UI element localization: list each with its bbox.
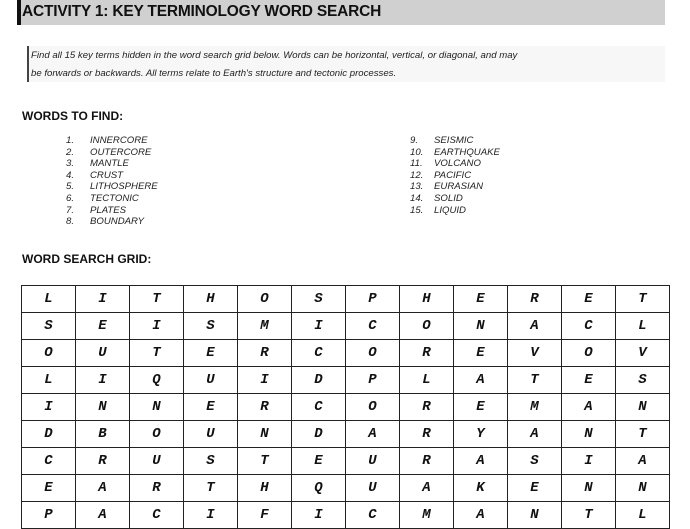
- word-number: 1.: [66, 135, 75, 146]
- grid-cell[interactable]: E: [454, 340, 508, 367]
- grid-cell[interactable]: U: [184, 421, 238, 448]
- grid-cell[interactable]: R: [400, 421, 454, 448]
- grid-cell[interactable]: L: [22, 367, 76, 394]
- grid-cell[interactable]: D: [292, 421, 346, 448]
- word-number: 10.: [410, 146, 424, 158]
- grid-cell[interactable]: I: [76, 286, 130, 313]
- grid-cell[interactable]: K: [454, 475, 508, 502]
- grid-cell[interactable]: U: [76, 340, 130, 367]
- word-item: [410, 158, 610, 170]
- grid-row: [22, 286, 670, 313]
- grid-cell[interactable]: N: [616, 394, 670, 421]
- grid-cell[interactable]: L: [400, 367, 454, 394]
- word-term: PLATES: [90, 204, 127, 216]
- grid-cell[interactable]: O: [130, 421, 184, 448]
- grid-cell[interactable]: I: [184, 502, 238, 529]
- word-number: 11.: [410, 158, 423, 170]
- grid-cell[interactable]: E: [76, 313, 130, 340]
- word-number: 13.: [410, 181, 424, 193]
- grid-cell[interactable]: B: [76, 421, 130, 448]
- grid-cell[interactable]: L: [616, 502, 670, 529]
- word-number: 8.: [66, 216, 75, 228]
- word-term: SOLID: [434, 192, 463, 204]
- word-term: PACIFIC: [434, 169, 472, 181]
- word-number: 12.: [410, 169, 424, 181]
- grid-row: [22, 340, 670, 367]
- word-term: EARTHQUAKE: [434, 146, 500, 158]
- grid-row: [22, 394, 670, 421]
- grid-cell[interactable]: C: [346, 313, 400, 340]
- word-number: 3.: [66, 158, 75, 170]
- grid-cell[interactable]: U: [184, 367, 238, 394]
- grid-cell[interactable]: T: [562, 502, 616, 529]
- activity-title: ACTIVITY 1: KEY TERMINOLOGY WORD SEARCH: [22, 3, 382, 20]
- grid-cell[interactable]: S: [616, 367, 670, 394]
- grid-cell[interactable]: U: [130, 448, 184, 475]
- grid-cell[interactable]: H: [238, 475, 292, 502]
- grid-cell[interactable]: I: [292, 313, 346, 340]
- grid-cell[interactable]: M: [400, 502, 454, 529]
- grid-cell[interactable]: T: [130, 340, 184, 367]
- grid-cell[interactable]: N: [616, 475, 670, 502]
- grid-cell[interactable]: R: [238, 394, 292, 421]
- grid-cell[interactable]: O: [562, 340, 616, 367]
- word-term: VOLCANO: [434, 158, 481, 170]
- word-item: [66, 170, 266, 182]
- grid-cell[interactable]: Y: [454, 421, 508, 448]
- grid-row: [22, 475, 670, 502]
- grid-cell[interactable]: R: [400, 394, 454, 421]
- grid-cell[interactable]: V: [508, 340, 562, 367]
- word-term: LITHOSPHERE: [90, 181, 158, 193]
- grid-cell[interactable]: E: [184, 394, 238, 421]
- grid-cell[interactable]: L: [22, 286, 76, 313]
- grid-cell[interactable]: A: [76, 475, 130, 502]
- word-search-grid: [21, 285, 670, 529]
- grid-cell[interactable]: R: [400, 448, 454, 475]
- words-heading: WORDS TO FIND:: [22, 109, 124, 123]
- grid-cell[interactable]: P: [22, 502, 76, 529]
- grid-cell[interactable]: D: [292, 367, 346, 394]
- word-item: [66, 216, 266, 228]
- grid-cell[interactable]: T: [616, 286, 670, 313]
- grid-row: [22, 502, 670, 529]
- grid-row: [22, 367, 670, 394]
- grid-cell[interactable]: I: [130, 313, 184, 340]
- grid-cell[interactable]: T: [616, 421, 670, 448]
- grid-cell[interactable]: S: [292, 286, 346, 313]
- word-item: [66, 135, 266, 147]
- word-term: OUTERCORE: [90, 146, 152, 158]
- grid-row: [22, 448, 670, 475]
- grid-cell[interactable]: N: [508, 502, 562, 529]
- grid-cell[interactable]: I: [292, 502, 346, 529]
- grid-cell[interactable]: N: [562, 475, 616, 502]
- grid-cell[interactable]: O: [238, 286, 292, 313]
- word-item: [410, 193, 610, 205]
- word-item: [66, 147, 266, 159]
- grid-cell[interactable]: P: [346, 286, 400, 313]
- grid-heading: WORD SEARCH GRID:: [22, 252, 152, 266]
- grid-cell[interactable]: N: [76, 394, 130, 421]
- grid-row: [22, 421, 670, 448]
- grid-cell[interactable]: E: [508, 475, 562, 502]
- grid-cell[interactable]: R: [400, 340, 454, 367]
- grid-cell[interactable]: N: [562, 421, 616, 448]
- grid-cell[interactable]: A: [346, 421, 400, 448]
- grid-cell[interactable]: R: [76, 448, 130, 475]
- grid-cell[interactable]: H: [184, 286, 238, 313]
- word-number: 9.: [410, 135, 419, 146]
- grid-cell[interactable]: A: [76, 502, 130, 529]
- grid-cell[interactable]: A: [508, 421, 562, 448]
- grid-cell[interactable]: Q: [130, 367, 184, 394]
- grid-cell[interactable]: I: [238, 367, 292, 394]
- grid-cell[interactable]: E: [22, 475, 76, 502]
- grid-cell[interactable]: S: [184, 448, 238, 475]
- word-term: SEISMIC: [434, 135, 474, 146]
- grid-cell[interactable]: S: [184, 313, 238, 340]
- word-number: 7.: [66, 204, 75, 216]
- word-item: [66, 181, 266, 193]
- grid-cell[interactable]: E: [184, 340, 238, 367]
- grid-cell[interactable]: T: [238, 448, 292, 475]
- grid-cell[interactable]: E: [562, 367, 616, 394]
- grid-cell[interactable]: O: [346, 340, 400, 367]
- word-item: [66, 158, 266, 170]
- grid-cell[interactable]: R: [508, 286, 562, 313]
- word-term: CRUST: [90, 169, 124, 181]
- word-number: 4.: [66, 169, 75, 181]
- grid-cell[interactable]: S: [22, 313, 76, 340]
- grid-cell[interactable]: O: [346, 394, 400, 421]
- word-number: 14.: [410, 192, 424, 204]
- grid-cell[interactable]: A: [562, 394, 616, 421]
- grid-cell[interactable]: N: [454, 313, 508, 340]
- grid-cell[interactable]: C: [130, 502, 184, 529]
- word-number: 5.: [66, 181, 75, 193]
- grid-cell[interactable]: A: [616, 448, 670, 475]
- word-item: [410, 181, 610, 193]
- grid-cell[interactable]: H: [400, 286, 454, 313]
- word-list-right: [410, 135, 610, 216]
- word-term: LIQUID: [434, 204, 466, 216]
- grid-cell[interactable]: N: [238, 421, 292, 448]
- grid-cell[interactable]: S: [508, 448, 562, 475]
- grid-cell[interactable]: A: [454, 367, 508, 394]
- word-item: [66, 193, 266, 205]
- grid-cell[interactable]: D: [22, 421, 76, 448]
- grid-cell[interactable]: C: [22, 448, 76, 475]
- grid-cell[interactable]: A: [454, 448, 508, 475]
- grid-cell[interactable]: E: [454, 394, 508, 421]
- word-item: [410, 135, 610, 147]
- grid-cell[interactable]: A: [454, 502, 508, 529]
- word-term: TECTONIC: [90, 192, 139, 204]
- word-item: [410, 205, 610, 217]
- grid-cell[interactable]: U: [346, 448, 400, 475]
- grid-cell[interactable]: F: [238, 502, 292, 529]
- grid-cell[interactable]: P: [346, 367, 400, 394]
- word-term: EURASIAN: [434, 181, 484, 193]
- grid-cell[interactable]: T: [130, 286, 184, 313]
- grid-cell[interactable]: M: [508, 394, 562, 421]
- grid-cell[interactable]: I: [22, 394, 76, 421]
- grid-cell[interactable]: L: [616, 313, 670, 340]
- word-number: 2.: [66, 146, 75, 158]
- grid-row: [22, 313, 670, 340]
- word-number: 15.: [410, 204, 424, 216]
- grid-cell[interactable]: E: [562, 286, 616, 313]
- grid-cell[interactable]: I: [76, 367, 130, 394]
- grid-cell[interactable]: M: [238, 313, 292, 340]
- grid-cell[interactable]: C: [346, 502, 400, 529]
- grid-cell[interactable]: R: [130, 475, 184, 502]
- grid-cell[interactable]: R: [238, 340, 292, 367]
- activity-title-bar: [17, 0, 665, 25]
- grid-cell[interactable]: O: [22, 340, 76, 367]
- grid-cell[interactable]: C: [292, 340, 346, 367]
- word-term: MANTLE: [90, 158, 129, 170]
- grid-cell[interactable]: C: [292, 394, 346, 421]
- instructions-line-1: Find all 15 key terms hidden in the word search grid below. Words can be horizontal, vertical, or diagonal, and may: [31, 50, 518, 61]
- grid-cell[interactable]: T: [508, 367, 562, 394]
- grid-cell[interactable]: C: [562, 313, 616, 340]
- grid-cell[interactable]: V: [616, 340, 670, 367]
- word-term: BOUNDARY: [90, 216, 145, 228]
- word-item: [66, 205, 266, 217]
- word-list-left: [66, 135, 266, 228]
- word-item: [410, 147, 610, 159]
- word-item: [410, 170, 610, 182]
- grid-cell[interactable]: E: [292, 448, 346, 475]
- instructions-box: [27, 46, 665, 82]
- grid-cell[interactable]: Q: [292, 475, 346, 502]
- grid-cell[interactable]: I: [562, 448, 616, 475]
- instructions-line-2: be forwards or backwards. All terms relate to Earth's structure and tectonic processes.: [31, 68, 397, 79]
- grid-cell[interactable]: A: [508, 313, 562, 340]
- grid-cell[interactable]: E: [454, 286, 508, 313]
- grid-cell[interactable]: T: [184, 475, 238, 502]
- grid-cell[interactable]: N: [130, 394, 184, 421]
- grid-cell[interactable]: A: [400, 475, 454, 502]
- word-number: 6.: [66, 192, 75, 204]
- grid-cell[interactable]: O: [400, 313, 454, 340]
- word-term: INNERCORE: [90, 135, 148, 146]
- grid-cell[interactable]: U: [346, 475, 400, 502]
